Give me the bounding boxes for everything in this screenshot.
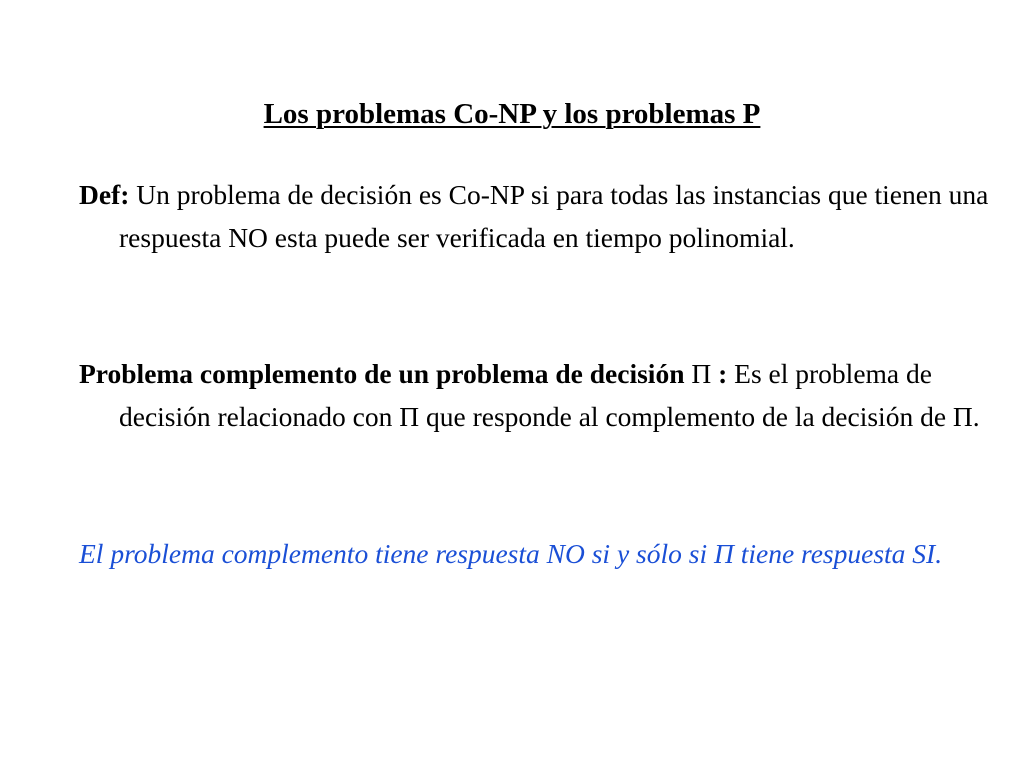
- pi-symbol: Π: [399, 400, 420, 432]
- complement-label-suffix: :: [711, 358, 728, 389]
- complement-text-mid: que responde al complemento de la decisión de: [419, 400, 953, 432]
- complement-paragraph: [79, 353, 989, 438]
- note-paragraph: [79, 533, 989, 576]
- complement-label-prefix: Problema complemento de un problema de decisión: [79, 358, 692, 389]
- definition-text: Un problema de decisión es Co-NP si para todas las instancias que tienen una respuesta NO esta puede ser verificada en tiempo polinomial.: [119, 179, 989, 253]
- definition-paragraph: [79, 174, 989, 259]
- pi-symbol: Π: [952, 400, 973, 432]
- note-text-end: tiene respuesta SI.: [733, 538, 943, 569]
- slide-title: Los problemas Co-NP y los problemas P: [263, 98, 761, 130]
- complement-text-end: .: [972, 400, 980, 432]
- pi-symbol: Π: [691, 358, 712, 389]
- note-text-start: El problema complemento tiene respuesta NO si y sólo si: [79, 538, 714, 569]
- complement-text-start: Es el problema de decisión relacionado con: [119, 358, 932, 432]
- pi-symbol: Π: [713, 538, 734, 569]
- definition-label: Def:: [79, 179, 130, 210]
